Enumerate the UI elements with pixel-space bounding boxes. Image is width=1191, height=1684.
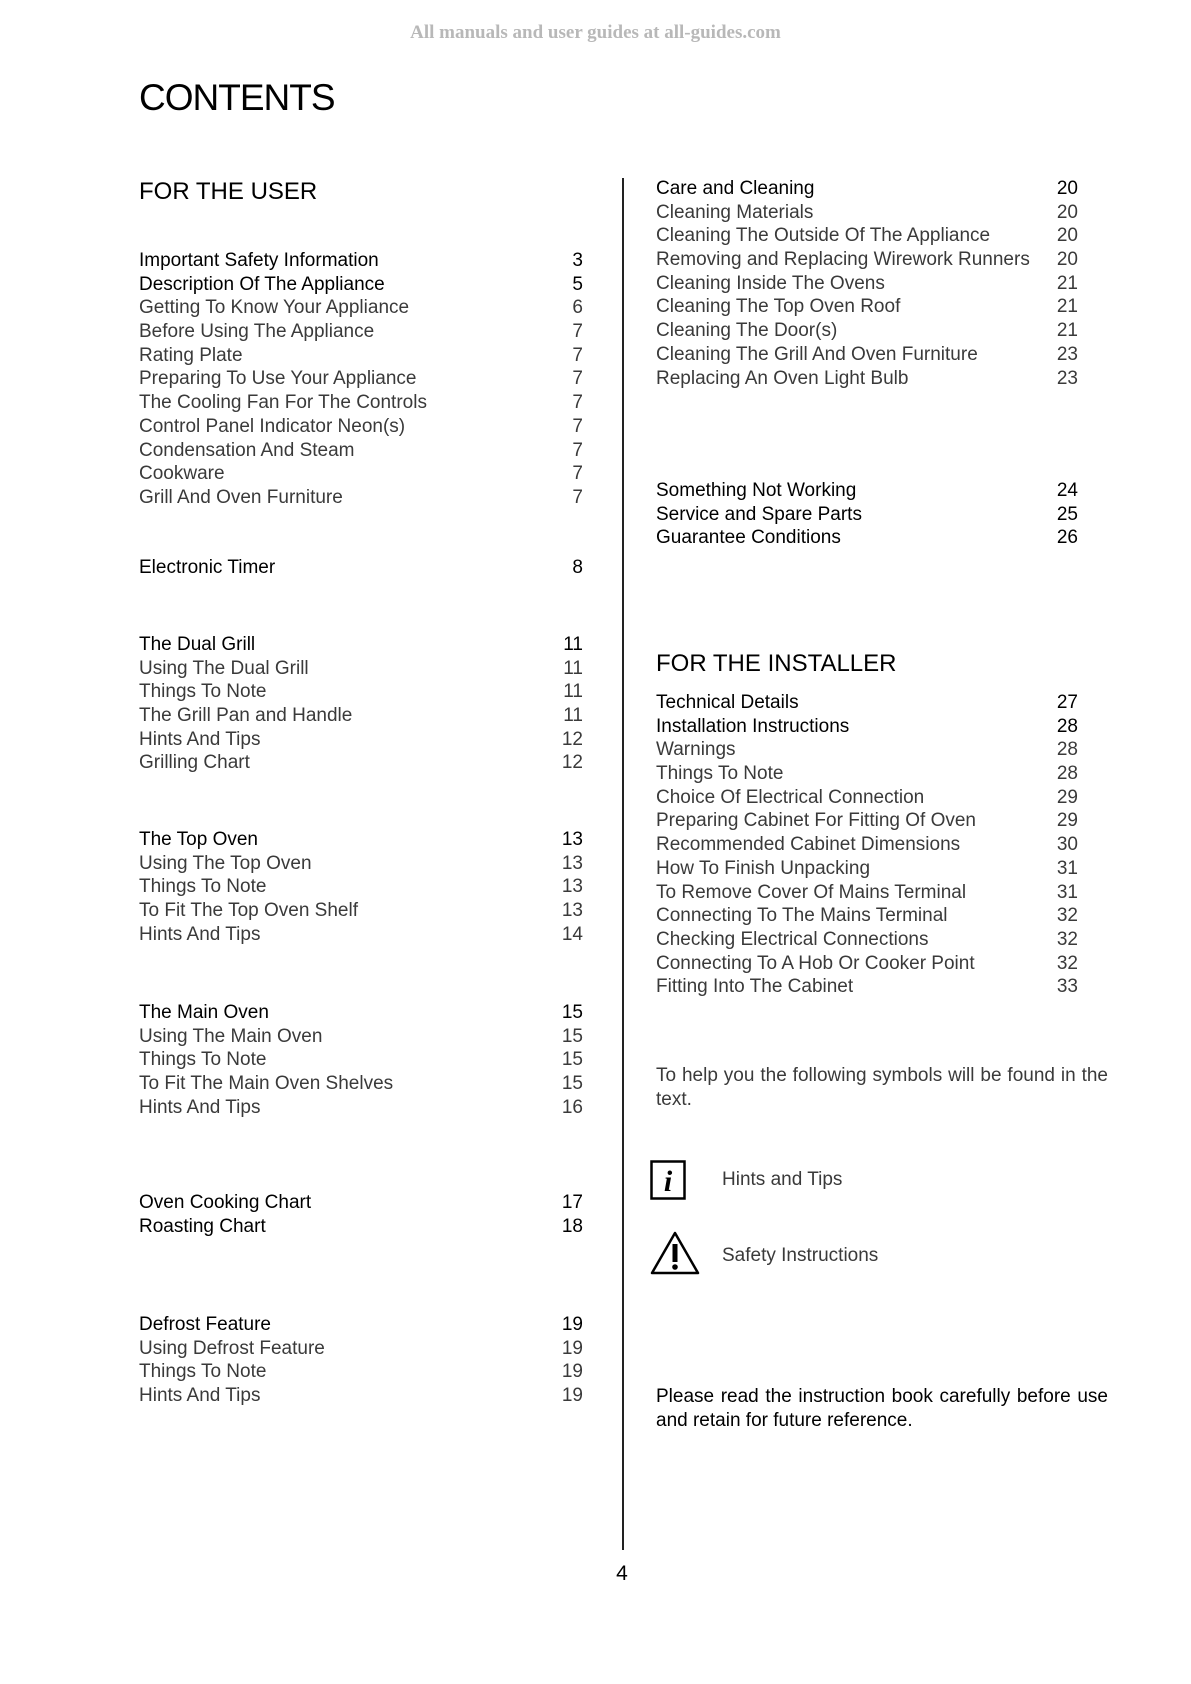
toc-entry-label: Description Of The Appliance — [139, 273, 385, 295]
toc-entry — [656, 295, 1078, 319]
toc-entry-page: 32 — [1056, 952, 1078, 974]
toc-group — [139, 633, 583, 775]
toc-entry-page: 15 — [561, 1025, 583, 1047]
toc-entry — [656, 975, 1078, 999]
toc-entry-label: Grill And Oven Furniture — [139, 486, 343, 508]
toc-entry-page: 32 — [1056, 928, 1078, 950]
toc-entry-label: Things To Note — [139, 681, 267, 703]
svg-text:i: i — [663, 1165, 673, 1198]
toc-entry-page: 13 — [561, 876, 583, 898]
toc-entry-label: Cleaning The Outside Of The Appliance — [656, 225, 991, 247]
toc-entry-label: Cleaning Materials — [656, 201, 814, 223]
toc-entry-label: Before Using The Appliance — [139, 321, 375, 343]
symbol-safety — [650, 1231, 1120, 1279]
toc-entry-label: Preparing Cabinet For Fitting Of Oven — [656, 810, 976, 832]
toc-entry-label: Choice Of Electrical Connection — [656, 786, 925, 808]
symbol-hints — [650, 1160, 1120, 1208]
toc-entry-page: 6 — [572, 297, 583, 319]
toc-entry-page: 7 — [572, 392, 583, 414]
toc-entry-page: 5 — [572, 273, 583, 295]
toc-entry-page: 29 — [1056, 810, 1078, 832]
toc-group — [139, 1191, 583, 1238]
toc-entry — [139, 1025, 583, 1049]
toc-entry — [139, 1384, 583, 1408]
toc-entry — [139, 1001, 583, 1025]
column-divider — [622, 178, 624, 1550]
toc-entry — [656, 479, 1078, 503]
toc-entry-page: 21 — [1056, 296, 1078, 318]
toc-entry-page: 7 — [572, 439, 583, 461]
toc-entry-label: The Grill Pan and Handle — [139, 705, 353, 727]
toc-entry-label: The Dual Grill — [139, 634, 256, 655]
toc-entry-label: Cleaning Inside The Ovens — [656, 272, 885, 294]
toc-entry-label: Checking Electrical Connections — [656, 928, 929, 950]
toc-entry-page: 11 — [563, 657, 583, 679]
toc-entry-label: Hints And Tips — [139, 728, 261, 750]
toc-entry-label: Preparing To Use Your Appliance — [139, 368, 417, 390]
toc-entry — [139, 828, 583, 852]
toc-entry — [139, 367, 583, 391]
toc-entry-page: 18 — [561, 1215, 583, 1237]
toc-group — [139, 1313, 583, 1408]
toc-entry — [139, 751, 583, 775]
toc-entry-label: Cookware — [139, 463, 225, 485]
toc-entry-label: Cleaning The Door(s) — [656, 320, 838, 342]
toc-group — [656, 691, 1078, 999]
toc-entry-page: 26 — [1056, 527, 1078, 549]
toc-entry — [656, 248, 1078, 272]
toc-entry-page: 20 — [1056, 249, 1078, 271]
toc-entry — [656, 503, 1078, 527]
toc-entry-page: 11 — [563, 681, 583, 703]
toc-entry — [656, 715, 1078, 739]
closing-note: Please read the instruction book carefully before use and retain for future reference. — [656, 1386, 1108, 1431]
toc-entry-page: 19 — [561, 1385, 583, 1407]
toc-entry-label: Oven Cooking Chart — [139, 1192, 312, 1213]
toc-entry-page: 28 — [1056, 763, 1078, 785]
toc-entry — [656, 272, 1078, 296]
toc-entry-page: 13 — [561, 852, 583, 874]
toc-entry-page: 15 — [561, 1049, 583, 1071]
toc-entry-page: 31 — [1056, 881, 1078, 903]
toc-entry-label: Using Defrost Feature — [139, 1337, 325, 1359]
toc-entry — [656, 343, 1078, 367]
toc-entry-label: Things To Note — [656, 763, 784, 785]
toc-entry-page: 7 — [572, 344, 583, 366]
toc-entry — [656, 786, 1078, 810]
toc-entry-page: 23 — [1056, 367, 1078, 389]
toc-entry — [139, 1048, 583, 1072]
toc-entry — [139, 633, 583, 657]
toc-entry-label: The Top Oven — [139, 829, 259, 850]
page-number: 4 — [616, 1562, 628, 1585]
toc-entry-page: 31 — [1056, 857, 1078, 879]
toc-entry-label: Something Not Working — [656, 480, 857, 501]
toc-entry-page: 19 — [561, 1337, 583, 1359]
toc-entry — [656, 691, 1078, 715]
toc-entry — [139, 1215, 583, 1239]
toc-entry-label: Rating Plate — [139, 344, 243, 366]
symbols-note: To help you the following symbols will be found in the text. — [656, 1065, 1108, 1110]
toc-entry — [139, 249, 583, 273]
toc-entry — [139, 391, 583, 415]
toc-entry — [139, 1072, 583, 1096]
toc-entry — [656, 904, 1078, 928]
toc-entry-page: 3 — [572, 250, 583, 271]
toc-entry-page: 7 — [572, 486, 583, 508]
toc-entry-page: 7 — [572, 368, 583, 390]
toc-entry-page: 33 — [1056, 976, 1078, 998]
toc-entry-label: Hints And Tips — [139, 1096, 261, 1118]
toc-entry — [139, 415, 583, 439]
toc-group — [139, 1001, 583, 1119]
toc-entry — [139, 296, 583, 320]
user-section-title: FOR THE USER — [139, 178, 318, 205]
toc-entry — [139, 486, 583, 510]
toc-entry-label: How To Finish Unpacking — [656, 857, 871, 879]
toc-entry-page: 7 — [572, 321, 583, 343]
toc-entry — [139, 680, 583, 704]
toc-entry-page: 8 — [572, 557, 583, 578]
toc-entry-label: Roasting Chart — [139, 1215, 266, 1237]
toc-entry — [139, 462, 583, 486]
toc-entry-page: 20 — [1056, 178, 1078, 199]
toc-entry — [139, 657, 583, 681]
toc-entry-label: Electronic Timer — [139, 557, 276, 578]
toc-entry — [656, 928, 1078, 952]
toc-entry-page: 15 — [561, 1073, 583, 1095]
toc-entry-label: Hints And Tips — [139, 923, 261, 945]
toc-entry-label: Control Panel Indicator Neon(s) — [139, 415, 406, 437]
toc-entry — [139, 344, 583, 368]
toc-entry-label: Defrost Feature — [139, 1314, 271, 1335]
toc-entry-label: To Fit The Top Oven Shelf — [139, 900, 358, 922]
toc-entry — [656, 881, 1078, 905]
page-title: CONTENTS — [139, 77, 335, 118]
toc-entry — [139, 1096, 583, 1120]
warning-triangle-icon — [650, 1231, 700, 1275]
toc-entry-page: 28 — [1056, 715, 1078, 737]
toc-entry-page: 21 — [1056, 272, 1078, 294]
toc-entry-label: To Fit The Main Oven Shelves — [139, 1073, 394, 1095]
toc-entry-page: 19 — [561, 1314, 583, 1335]
toc-entry-page: 29 — [1056, 786, 1078, 808]
toc-entry — [656, 201, 1078, 225]
toc-entry-page: 30 — [1056, 834, 1078, 856]
toc-entry-label: Using The Top Oven — [139, 852, 312, 874]
toc-group — [656, 479, 1078, 550]
toc-entry-page: 23 — [1056, 343, 1078, 365]
toc-entry-label: To Remove Cover Of Mains Terminal — [656, 881, 967, 903]
toc-entry — [656, 952, 1078, 976]
toc-entry-page: 19 — [561, 1361, 583, 1383]
toc-entry — [656, 367, 1078, 391]
installer-section-title: FOR THE INSTALLER — [656, 650, 897, 677]
toc-entry-page: 7 — [572, 463, 583, 485]
toc-entry-label: Connecting To A Hob Or Cooker Point — [656, 952, 975, 974]
toc-entry-label: Using The Main Oven — [139, 1025, 323, 1047]
toc-entry-label: Getting To Know Your Appliance — [139, 297, 410, 319]
toc-entry — [656, 762, 1078, 786]
toc-entry-page: 32 — [1056, 905, 1078, 927]
toc-entry-label: Hints And Tips — [139, 1385, 261, 1407]
toc-entry — [656, 224, 1078, 248]
toc-entry-label: Using The Dual Grill — [139, 657, 309, 679]
toc-entry — [656, 319, 1078, 343]
toc-entry — [656, 177, 1078, 201]
toc-entry-page: 20 — [1056, 225, 1078, 247]
toc-entry — [139, 899, 583, 923]
toc-entry — [139, 704, 583, 728]
toc-entry-page: 16 — [561, 1096, 583, 1118]
toc-entry-page: 27 — [1056, 692, 1078, 713]
toc-entry-label: Removing and Replacing Wirework Runners — [656, 249, 1030, 271]
toc-entry-page: 25 — [1056, 503, 1078, 525]
toc-entry — [656, 809, 1078, 833]
toc-entry — [656, 857, 1078, 881]
toc-entry — [139, 1337, 583, 1361]
toc-entry-label: Grilling Chart — [139, 752, 250, 774]
toc-entry-page: 11 — [563, 705, 583, 727]
toc-entry — [139, 320, 583, 344]
toc-entry — [656, 526, 1078, 550]
toc-entry-page: 13 — [561, 900, 583, 922]
toc-entry-page: 14 — [561, 923, 583, 945]
toc-entry-label: Care and Cleaning — [656, 178, 815, 199]
toc-entry — [139, 852, 583, 876]
toc-entry-label: Things To Note — [139, 1361, 267, 1383]
symbol-label: Hints and Tips — [722, 1169, 843, 1190]
toc-entry-page: 15 — [561, 1002, 583, 1023]
toc-entry-label: Service and Spare Parts — [656, 503, 862, 525]
toc-entry-label: Recommended Cabinet Dimensions — [656, 834, 961, 856]
toc-entry-label: Condensation And Steam — [139, 439, 355, 461]
symbol-label: Safety Instructions — [722, 1245, 879, 1266]
toc-entry — [139, 923, 583, 947]
toc-entry-page: 28 — [1056, 739, 1078, 761]
toc-entry-label: Cleaning The Grill And Oven Furniture — [656, 343, 978, 365]
toc-entry-label: Warnings — [656, 739, 736, 761]
toc-group — [139, 556, 583, 580]
toc-entry-label: Replacing An Oven Light Bulb — [656, 367, 909, 389]
toc-entry — [139, 1360, 583, 1384]
toc-entry-label: Important Safety Information — [139, 250, 379, 271]
watermark: All manuals and user guides at all-guides.com — [410, 22, 781, 43]
toc-entry-page: 21 — [1056, 320, 1078, 342]
toc-entry-page: 7 — [572, 415, 583, 437]
toc-entry-label: Fitting Into The Cabinet — [656, 976, 854, 998]
toc-entry-label: Cleaning The Top Oven Roof — [656, 296, 901, 318]
toc-entry-label: The Cooling Fan For The Controls — [139, 392, 427, 414]
toc-entry-label: The Main Oven — [139, 1002, 269, 1023]
toc-entry-label: Things To Note — [139, 876, 267, 898]
toc-entry — [139, 556, 583, 580]
toc-entry-page: 24 — [1056, 480, 1078, 501]
toc-group — [139, 249, 583, 510]
toc-entry — [656, 738, 1078, 762]
toc-entry — [139, 273, 583, 297]
toc-entry-page: 11 — [563, 634, 583, 655]
toc-entry-label: Technical Details — [656, 692, 799, 713]
toc-group — [139, 828, 583, 946]
toc-entry — [656, 833, 1078, 857]
toc-entry-label: Connecting To The Mains Terminal — [656, 905, 948, 927]
info-icon — [650, 1160, 686, 1200]
toc-entry-page: 20 — [1056, 201, 1078, 223]
toc-entry — [139, 1313, 583, 1337]
toc-entry-page: 13 — [561, 829, 583, 850]
toc-entry-page: 17 — [561, 1192, 583, 1213]
toc-entry-page: 12 — [561, 752, 583, 774]
toc-entry-label: Installation Instructions — [656, 715, 850, 737]
toc-entry — [139, 1191, 583, 1215]
toc-entry-label: Things To Note — [139, 1049, 267, 1071]
toc-entry-page: 12 — [561, 728, 583, 750]
toc-entry — [139, 439, 583, 463]
toc-entry — [139, 875, 583, 899]
toc-entry-label: Guarantee Conditions — [656, 527, 841, 549]
toc-group — [656, 177, 1078, 390]
toc-entry — [139, 728, 583, 752]
